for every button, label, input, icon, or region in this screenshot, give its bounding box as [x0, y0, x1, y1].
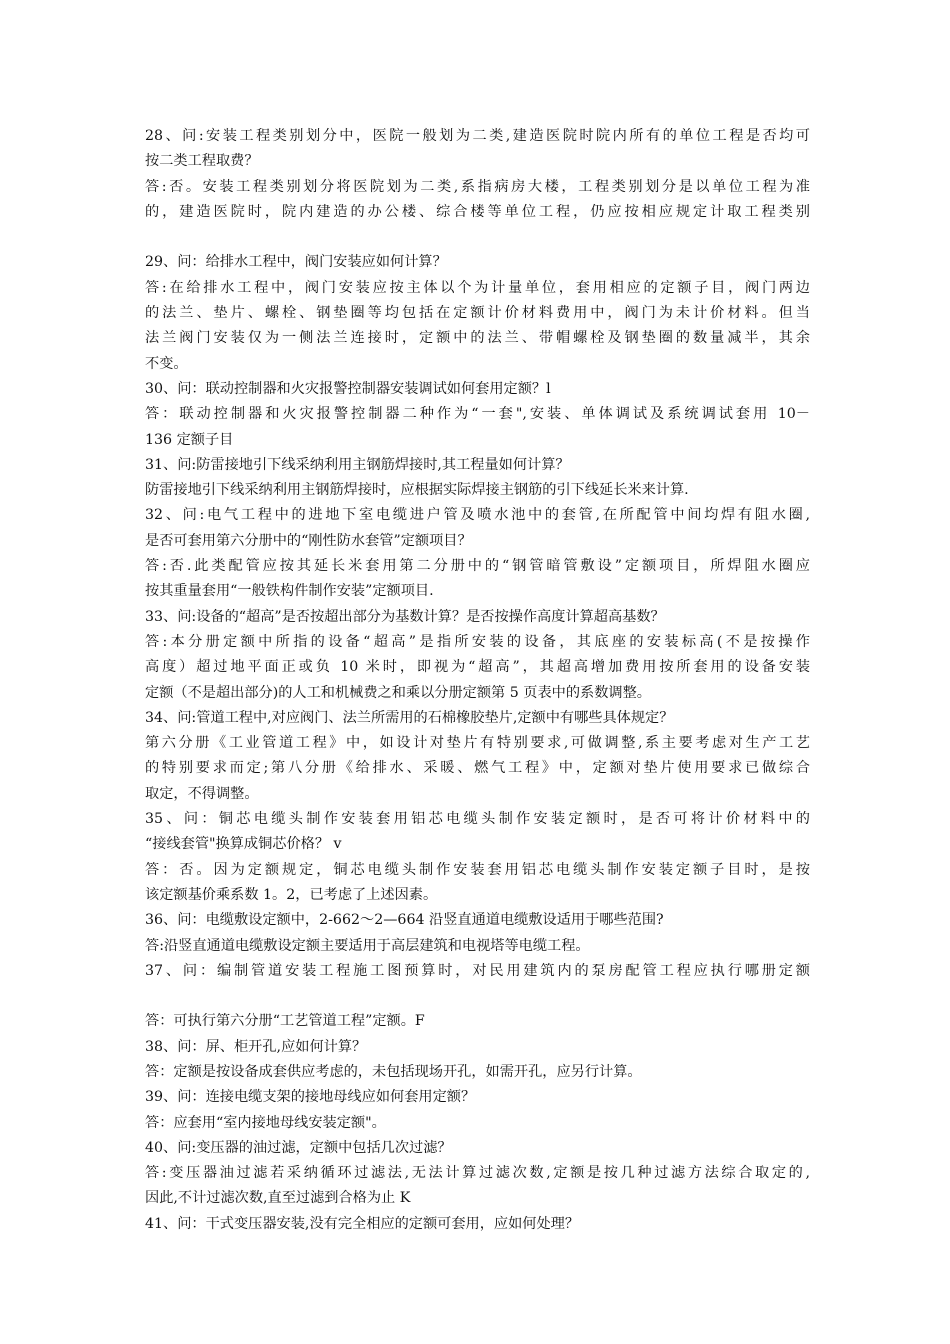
text-line: 防雷接地引下线采纳利用主钢筋焊接时，应根据实际焊接主钢筋的引下线延长米来计算.	[145, 482, 689, 499]
text-line: 定额（不是超出部分)的人工和机械费之和乘以分册定额第 5 页表中的系数调整。	[145, 684, 651, 701]
text-line: 法兰阀门安装仅为一侧法兰连接时，定额中的法兰、带帽螺栓及钢垫圈的数量减半，其余	[145, 330, 810, 347]
text-line: “接线套管"换算成铜芯价格？ v	[145, 836, 342, 853]
text-line: 第六分册《工业管道工程》中，如设计对垫片有特别要求,可做调整,系主要考虑对生产工艺	[145, 735, 810, 752]
text-line: 取定，不得调整。	[145, 785, 259, 802]
document-page	[145, 124, 810, 1237]
text-line: 答:本分册定额中所指的设备“超高”是指所安装的设备，其底座的安装标高(不是按操作	[145, 633, 810, 650]
text-line: 答：否。因为定额规定，铜芯电缆头制作安装套用铝芯电缆头制作安装定额子目时，是按	[145, 861, 810, 878]
text-line: 28、问:安装工程类别划分中，医院一般划为二类,建造医院时院内所有的单位工程是否均可	[145, 128, 810, 144]
text-line: 31、问:防雷接地引下线采纳利用主钢筋焊接时,其工程量如何计算？	[145, 456, 570, 473]
text-line: 29、问：给排水工程中，阀门安装应如何计算？	[145, 254, 447, 271]
text-line: 高度）超过地平面正或负 10 米时，即视为“超高”，其超高增加费用按所套用的设备安装	[145, 659, 810, 676]
text-line: 按二类工程取费？	[145, 153, 259, 170]
text-line: 该定额基价乘系数 1。2，已考虑了上述因素。	[145, 886, 438, 903]
text-line: 32、问:电气工程中的进地下室电缆进户管及喷水池中的套管,在所配管中间均焊有阻水圈,	[145, 507, 810, 524]
text-line: 因此,不计过滤次数,直至过滤到合格为止 K	[145, 1190, 411, 1207]
text-line: 答:否.此类配管应按其延长米套用第二分册中的“钢管暗管敷设”定额项目，所焊阻水圈应	[145, 558, 810, 575]
blank-line	[145, 225, 810, 250]
text-line: 答:变压器油过滤若采纳循环过滤法,无法计算过滤次数,定额是按几种过滤方法综合取定的,	[145, 1165, 810, 1182]
text-line: 是否可套用第六分册中的“刚性防水套管”定额项目？	[145, 532, 472, 549]
text-line: 30、问：联动控制器和火灾报警控制器安装调试如何套用定额？l	[145, 380, 551, 397]
text-line: 的，建造医院时，院内建造的办公楼、综合楼等单位工程，仍应按相应规定计取工程类别	[145, 203, 810, 220]
text-line: 答:在给排水工程中，阀门安装应按主体以个为计量单位，套用相应的定额子目，阀门两边	[145, 279, 810, 296]
text-line: 答:沿竖直通道电缆敷设定额主要适用于高层建筑和电视塔等电缆工程。	[145, 937, 590, 954]
text-line: 38、问：屏、柜开孔,应如何计算？	[145, 1038, 367, 1055]
text-line: 答:否。安装工程类别划分将医院划为二类,系指病房大楼，工程类别划分是以单位工程为准	[145, 178, 810, 195]
text-line: 136 定额子目	[145, 431, 234, 448]
text-line: 不变。	[145, 355, 188, 372]
text-line: 的法兰、垫片、螺栓、钢垫圈等均包括在定额计价材料费用中，阀门为未计价材料。但当	[145, 305, 810, 322]
text-line: 35、问：铜芯电缆头制作安装套用铝芯电缆头制作安装定额时，是否可将计价材料中的	[145, 811, 810, 828]
text-line: 答：可执行第六分册“工艺管道工程”定额。F	[145, 1013, 425, 1030]
text-line: 41、问：干式变压器安装,没有完全相应的定额可套用，应如何处理？	[145, 1215, 580, 1232]
text-line: 40、问:变压器的油过滤，定额中包括几次过滤？	[145, 1139, 452, 1156]
text-line: 答：联动控制器和火灾报警控制器二种作为“一套",安装、单体调试及系统调试套用 10－	[145, 406, 810, 423]
text-line: 39、问：连接电缆支架的接地母线应如何套用定额？	[145, 1089, 476, 1106]
text-line: 答：应套用“室内接地母线安装定额"。	[145, 1114, 386, 1131]
text-line: 按其重量套用“一般铁构件制作安装”定额项目.	[145, 583, 434, 600]
text-line: 答：定额是按设备成套供应考虑的，未包括现场开孔，如需开孔，应另行计算。	[145, 1063, 642, 1080]
text-line: 33、问:设备的“超高”是否按超出部分为基数计算？是否按操作高度计算超高基数？	[145, 608, 665, 625]
text-line: 36、问：电缆敷设定额中，2-662～2—664 沿竖直通道电缆敷设适用于哪些范围?	[145, 912, 664, 929]
text-line: 34、问:管道工程中,对应阀门、法兰所需用的石棉橡胶垫片,定额中有哪些具体规定？	[145, 709, 674, 726]
text-line: 37、问：编制管道安装工程施工图预算时，对民用建筑内的泵房配管工程应执行哪册定额	[145, 962, 810, 979]
text-line: 的特别要求而定;第八分册《给排水、采暖、燃气工程》中，定额对垫片使用要求已做综合	[145, 760, 810, 777]
blank-line	[145, 984, 810, 1009]
